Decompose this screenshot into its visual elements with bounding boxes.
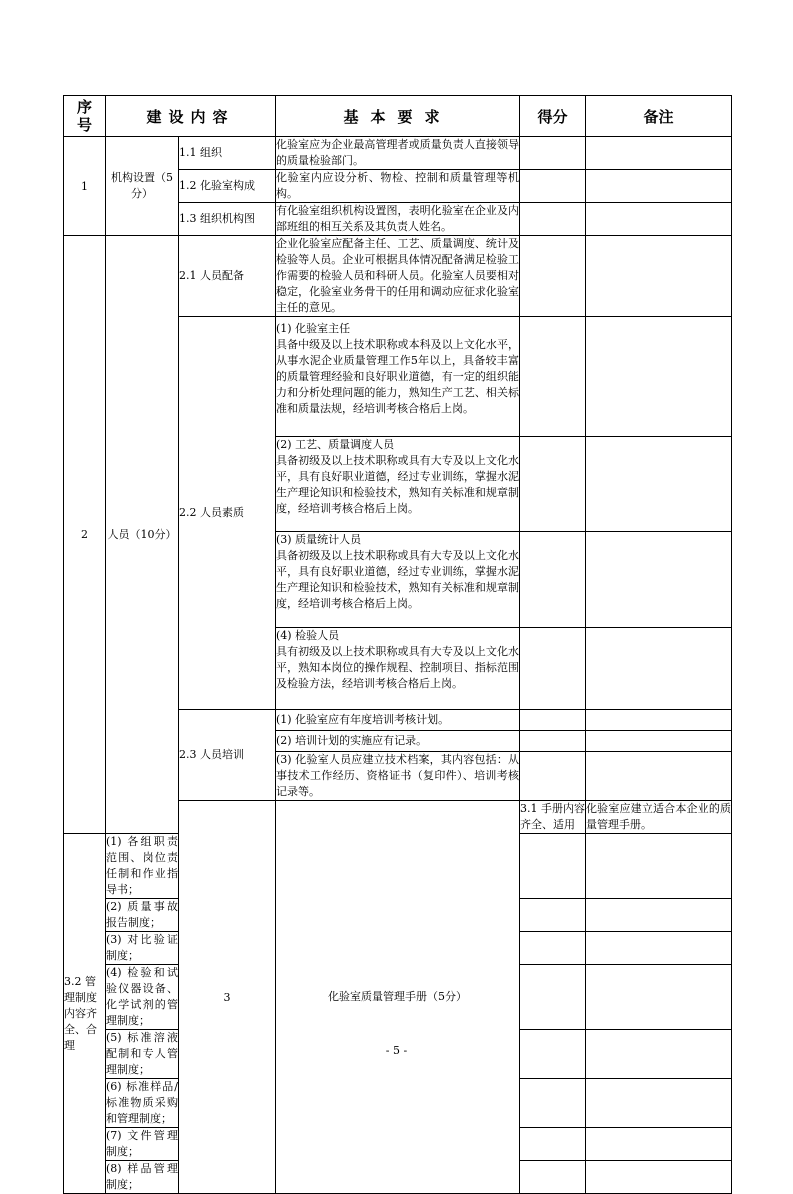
header-requirements: 基本要求 [276,96,520,137]
requirement: (2) 培训计划的实施应有记录。 [276,731,520,752]
score-cell[interactable] [520,203,586,236]
requirement-body: 具备中级及以上技术职称或本科及以上文化水平，从事水泥企业质量管理工作5年以上，具备较丰富的质量管理经验和良好职业道德，有一定的组织能力和分析处理问题的能力，熟知生产工艺、相关标准和质量法规，经培训考核合格后上岗。 [276,338,520,415]
requirement: 企业化验室应配备主任、工艺、质量调度、统计及检验等人员。企业可根据具体情况配备满足检验工作需要的检验人员和科研人员。化验室人员要相对稳定，化验室业务骨干的任用和调动应征求化验室主任的意见。 [276,236,520,317]
score-cell[interactable] [520,1128,586,1161]
requirement: 有化验室组织机构设置图，表明化验室在企业及内部班组的相互关系及其负责人姓名。 [276,203,520,236]
remarks-cell[interactable] [586,965,732,1030]
sub-item: 3.2 管理制度内容齐全、合理 [64,834,106,1194]
section-number: 2 [64,236,106,834]
requirement: (4) 检验和试验仪器设备、化学试剂的管理制度； [106,965,179,1030]
score-cell[interactable] [520,1161,586,1194]
sub-item: 2.2 人员素质 [179,317,276,710]
requirement [276,532,520,628]
remarks-cell[interactable] [586,203,732,236]
page-number: - 5 - [385,1044,408,1057]
table-header-row [64,96,732,137]
header-seq: 序号 [64,96,106,137]
remarks-cell[interactable] [586,1161,732,1194]
requirement: (6) 标准样品/标准物质采购和管理制度； [106,1079,179,1128]
remarks-cell[interactable] [586,628,732,710]
requirement: (8) 样品管理制度； [106,1161,179,1194]
sub-item: 2.3 人员培训 [179,710,276,801]
score-cell[interactable] [520,834,586,899]
requirement [276,317,520,437]
score-cell[interactable] [520,170,586,203]
requirement: 化验室内应设分析、物检、控制和质量管理等机构。 [276,170,520,203]
remarks-cell[interactable] [586,317,732,437]
score-cell[interactable] [520,628,586,710]
requirement: (7) 文件管理制度； [106,1128,179,1161]
sub-item: 3.1 手册内容齐全、适用 [520,801,586,834]
remarks-cell[interactable] [586,932,732,965]
header-content: 建设内容 [106,96,276,137]
remarks-cell[interactable] [586,532,732,628]
requirement: (1) 各组职责范围、岗位责任制和作业指导书； [106,834,179,899]
remarks-cell[interactable] [586,170,732,203]
requirement: 化验室应为企业最高管理者或质量负责人直接领导的质量检验部门。 [276,137,520,170]
score-cell[interactable] [520,710,586,731]
table-row [64,137,732,170]
section-category: 化验室质量管理手册（5分） [276,801,520,1194]
score-cell[interactable] [520,752,586,801]
score-cell[interactable] [520,1079,586,1128]
requirement-body: 具备初级及以上技术职称或具有大专及以上文化水平，具有良好职业道德，经过专业训练，掌握水泥生产理论知识和检验技术，熟知有关标准和规章制度，经培训考核合格后上岗。 [276,454,520,515]
score-cell[interactable] [520,236,586,317]
score-cell[interactable] [520,932,586,965]
requirement: (1) 化验室应有年度培训考核计划。 [276,710,520,731]
sub-item: 1.2 化验室构成 [179,170,276,203]
sub-item: 2.1 人员配备 [179,236,276,317]
remarks-cell[interactable] [586,752,732,801]
requirement-heading: (3) 质量统计人员 [276,533,362,546]
requirement [276,628,520,710]
sub-item: 1.3 组织机构图 [179,203,276,236]
evaluation-table [63,95,732,1194]
remarks-cell[interactable] [586,731,732,752]
remarks-cell[interactable] [586,437,732,532]
score-cell[interactable] [520,532,586,628]
score-cell[interactable] [520,899,586,932]
remarks-cell[interactable] [586,710,732,731]
section-number: 3 [179,801,276,1194]
section-category: 人员（10分） [106,236,179,834]
remarks-cell[interactable] [586,1079,732,1128]
score-cell[interactable] [520,317,586,437]
requirement: (2) 质量事故报告制度； [106,899,179,932]
score-cell[interactable] [520,965,586,1030]
header-score: 得分 [520,96,586,137]
requirement: 化验室应建立适合本企业的质量管理手册。 [586,801,732,834]
requirement: (3) 对比验证制度； [106,932,179,965]
requirement-body: 具有初级及以上技术职称或具有大专及以上文化水平，熟知本岗位的操作规程、控制项目、指标范围及检验方法，经培训考核合格后上岗。 [276,645,520,690]
table-row [64,236,732,317]
requirement-heading: (2) 工艺、质量调度人员 [276,438,395,451]
section-number: 1 [64,137,106,236]
requirement [276,437,520,532]
remarks-cell[interactable] [586,899,732,932]
score-cell[interactable] [520,731,586,752]
requirement: (5) 标准溶液配制和专人管理制度； [106,1030,179,1079]
remarks-cell[interactable] [586,137,732,170]
remarks-cell[interactable] [586,1128,732,1161]
score-cell[interactable] [520,437,586,532]
remarks-cell[interactable] [586,236,732,317]
sub-item: 1.1 组织 [179,137,276,170]
requirement-heading: (1) 化验室主任 [276,322,351,335]
score-cell[interactable] [520,137,586,170]
header-remarks: 备注 [586,96,732,137]
section-category: 机构设置（5分） [106,137,179,236]
requirement: (3) 化验室人员应建立技术档案，其内容包括：从事技术工作经历、资格证书（复印件）、培训考核记录等。 [276,752,520,801]
requirement-heading: (4) 检验人员 [276,629,340,642]
requirement-body: 具备初级及以上技术职称或具有大专及以上文化水平，具有良好职业道德，经过专业训练，掌握水泥生产理论知识和检验技术，熟知有关标准和规章制度，经培训考核合格后上岗。 [276,549,520,610]
remarks-cell[interactable] [586,834,732,899]
